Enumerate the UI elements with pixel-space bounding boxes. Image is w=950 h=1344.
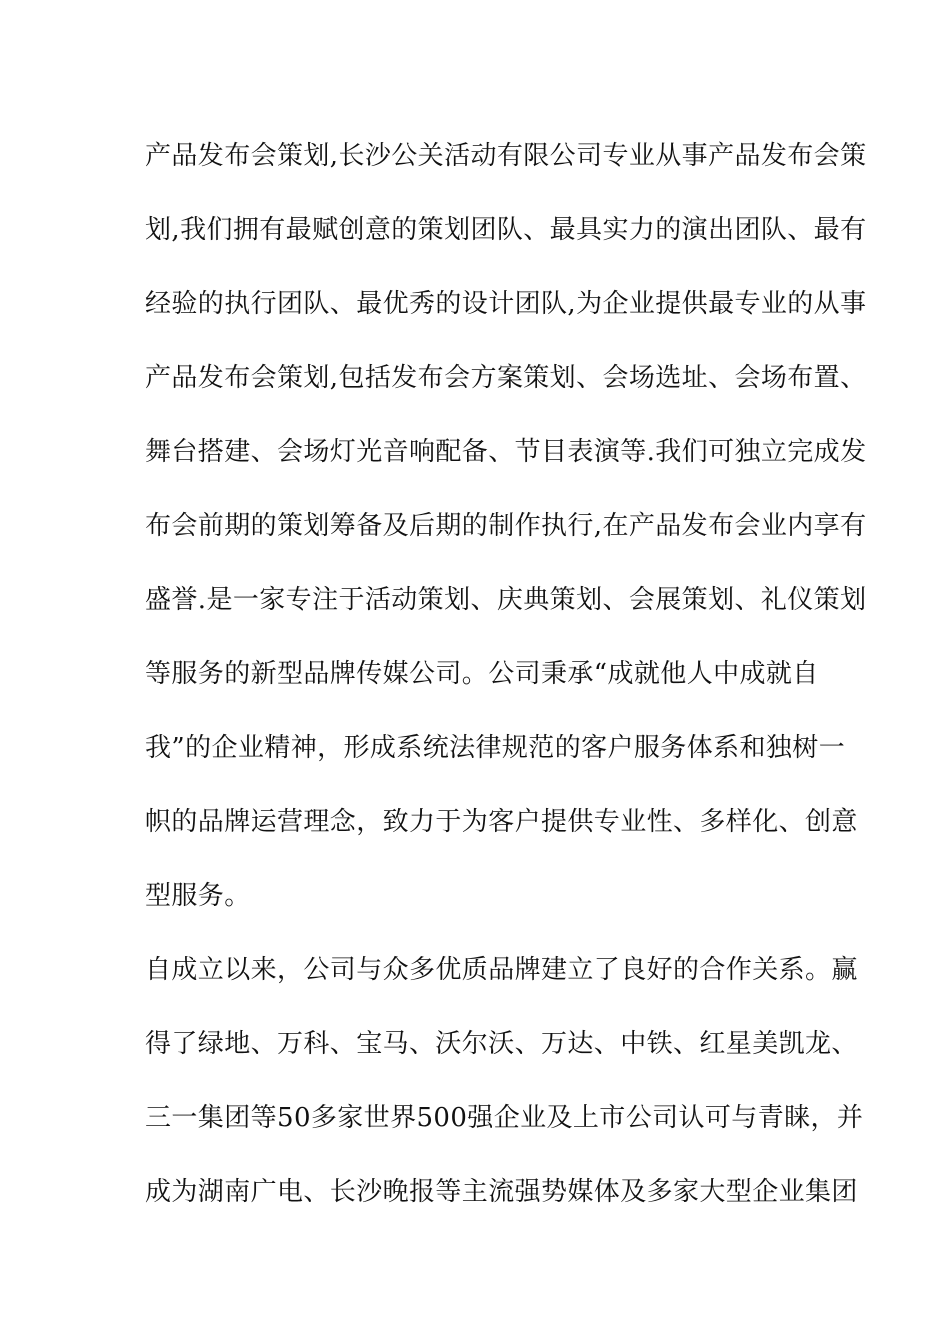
text-line: 三一集团等50多家世界500强企业及上市公司认可与青睐，并 [145, 1103, 864, 1133]
text-line: 自成立以来，公司与众多优质品牌建立了良好的合作关系。赢 [145, 955, 858, 985]
text-line: 我”的企业精神，形成系统法律规范的客户服务体系和独树一 [145, 733, 846, 763]
text-line: 产品发布会策划,长沙公关活动有限公司专业从事产品发布会策 [145, 141, 867, 171]
text-line: 布会前期的策划筹备及后期的制作执行,在产品发布会业内享有 [145, 511, 867, 541]
text-line: 产品发布会策划,包括发布会方案策划、会场选址、会场布置、 [145, 363, 867, 393]
text-line: 得了绿地、万科、宝马、沃尔沃、万达、中铁、红星美凯龙、 [145, 1029, 858, 1059]
text-line: 型服务。 [145, 881, 251, 911]
text-line: 经验的执行团队、最优秀的设计团队,为企业提供最专业的从事 [145, 289, 867, 319]
text-line: 等服务的新型品牌传媒公司。公司秉承“成就他人中成就自 [145, 659, 819, 689]
text-line: 舞台搭建、会场灯光音响配备、节目表演等.我们可独立完成发 [145, 437, 867, 467]
text-line: 成为湖南广电、长沙晚报等主流强势媒体及多家大型企业集团 [145, 1177, 858, 1207]
text-line: 盛誉.是一家专注于活动策划、庆典策划、会展策划、礼仪策划 [145, 585, 867, 615]
body-text [145, 128, 867, 1238]
text-line: 帜的品牌运营理念，致力于为客户提供专业性、多样化、创意 [145, 807, 858, 837]
text-line: 划,我们拥有最赋创意的策划团队、最具实力的演出团队、最有 [145, 215, 867, 245]
